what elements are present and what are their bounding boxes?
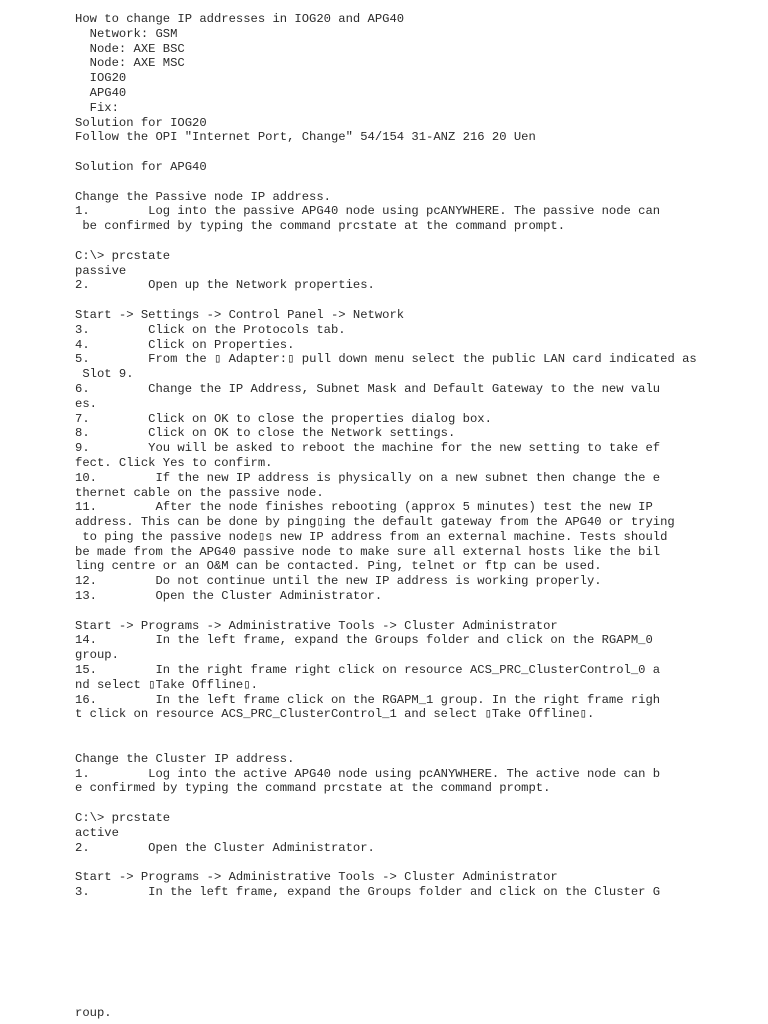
document-line: 3. Click on the Protocols tab. — [75, 322, 346, 337]
document-line: Slot 9. — [75, 367, 134, 382]
document-line: 16. In the left frame click on the RGAPM_1 group. In the right frame righ — [75, 692, 661, 707]
document-line: nd select ▯Take Offline▯. — [75, 677, 258, 692]
document-line: Network: GSM — [75, 26, 178, 41]
document-line — [75, 855, 755, 870]
document-line: 1. Log into the active APG40 node using pcANYWHERE. The active node can b — [75, 766, 661, 781]
document-line: Change the Passive node IP address. — [75, 189, 331, 204]
document-line: Solution for APG40 — [75, 159, 207, 174]
document-tail-line: roup. — [75, 1006, 112, 1020]
document-line: How to change IP addresses in IOG20 and APG40 — [75, 12, 405, 26]
document-line: Start -> Programs -> Administrative Tools -> Cluster Administrator — [75, 618, 558, 633]
document-line: Node: AXE BSC — [75, 41, 185, 56]
document-line: APG40 — [75, 85, 127, 100]
document-line: passive — [75, 263, 127, 278]
document-line: 3. In the left frame, expand the Groups folder and click on the Cluster G — [75, 885, 661, 900]
document-line: e confirmed by typing the command prcstate at the command prompt. — [75, 781, 551, 796]
document-line: 2. Open up the Network properties. — [75, 278, 375, 293]
document-line: address. This can be done by ping▯ing the default gateway from the APG40 or trying — [75, 515, 675, 530]
document-line: be confirmed by typing the command prcstate at the command prompt. — [75, 219, 566, 234]
document-line: Fix: — [75, 100, 119, 115]
document-line: C:\> prcstate — [75, 248, 171, 263]
document-line — [75, 145, 755, 160]
document-line: 14. In the left frame, expand the Groups folder and click on the RGAPM_0 — [75, 633, 653, 648]
document-line: fect. Click Yes to confirm. — [75, 455, 273, 470]
document-line: 9. You will be asked to reboot the machine for the new setting to take ef — [75, 441, 661, 456]
document-line: 12. Do not continue until the new IP address is working properly. — [75, 574, 602, 589]
document-body — [75, 12, 755, 900]
document-line: 11. After the node finishes rebooting (approx 5 minutes) test the new IP — [75, 500, 653, 515]
document-line: Solution for IOG20 — [75, 115, 207, 130]
document-line — [75, 604, 755, 619]
document-line — [75, 796, 755, 811]
document-line: Start -> Settings -> Control Panel -> Network — [75, 307, 405, 322]
document-line: 8. Click on OK to close the Network settings. — [75, 426, 456, 441]
document-line — [75, 234, 755, 249]
document-line: thernet cable on the passive node. — [75, 485, 324, 500]
document-line: Node: AXE MSC — [75, 56, 185, 71]
document-line: group. — [75, 648, 119, 663]
document-line: 7. Click on OK to close the properties dialog box. — [75, 411, 492, 426]
document-line: C:\> prcstate — [75, 811, 171, 826]
document-line: 2. Open the Cluster Administrator. — [75, 840, 375, 855]
document-line: Follow the OPI "Internet Port, Change" 54/154 31-ANZ 216 20 Uen — [75, 130, 536, 145]
document-line: 5. From the ▯ Adapter:▯ pull down menu select the public LAN card indicated as — [75, 352, 697, 367]
document-line: active — [75, 825, 119, 840]
document-line — [75, 722, 755, 737]
document-line: 4. Click on Properties. — [75, 337, 295, 352]
document-line: 13. Open the Cluster Administrator. — [75, 589, 383, 604]
document-line: to ping the passive node▯s new IP address from an external machine. Tests should — [75, 529, 668, 544]
document-line — [75, 175, 755, 190]
document-line: 15. In the right frame right click on resource ACS_PRC_ClusterControl_0 a — [75, 663, 661, 678]
document-line: Start -> Programs -> Administrative Tools -> Cluster Administrator — [75, 870, 558, 885]
document-line — [75, 293, 755, 308]
document-line: 10. If the new IP address is physically on a new subnet then change the e — [75, 470, 661, 485]
document-line: 6. Change the IP Address, Subnet Mask and Default Gateway to the new valu — [75, 381, 661, 396]
document-line — [75, 737, 755, 752]
document-line: ling centre or an O&M can be contacted. Ping, telnet or ftp can be used. — [75, 559, 602, 574]
document-line: es. — [75, 396, 97, 411]
document-line: IOG20 — [75, 71, 127, 86]
document-line: be made from the APG40 passive node to make sure all external hosts like the bil — [75, 544, 661, 559]
document-line: Change the Cluster IP address. — [75, 751, 295, 766]
document-line: 1. Log into the passive APG40 node using pcANYWHERE. The passive node can — [75, 204, 661, 219]
document-line: t click on resource ACS_PRC_ClusterControl_1 and select ▯Take Offline▯. — [75, 707, 595, 722]
